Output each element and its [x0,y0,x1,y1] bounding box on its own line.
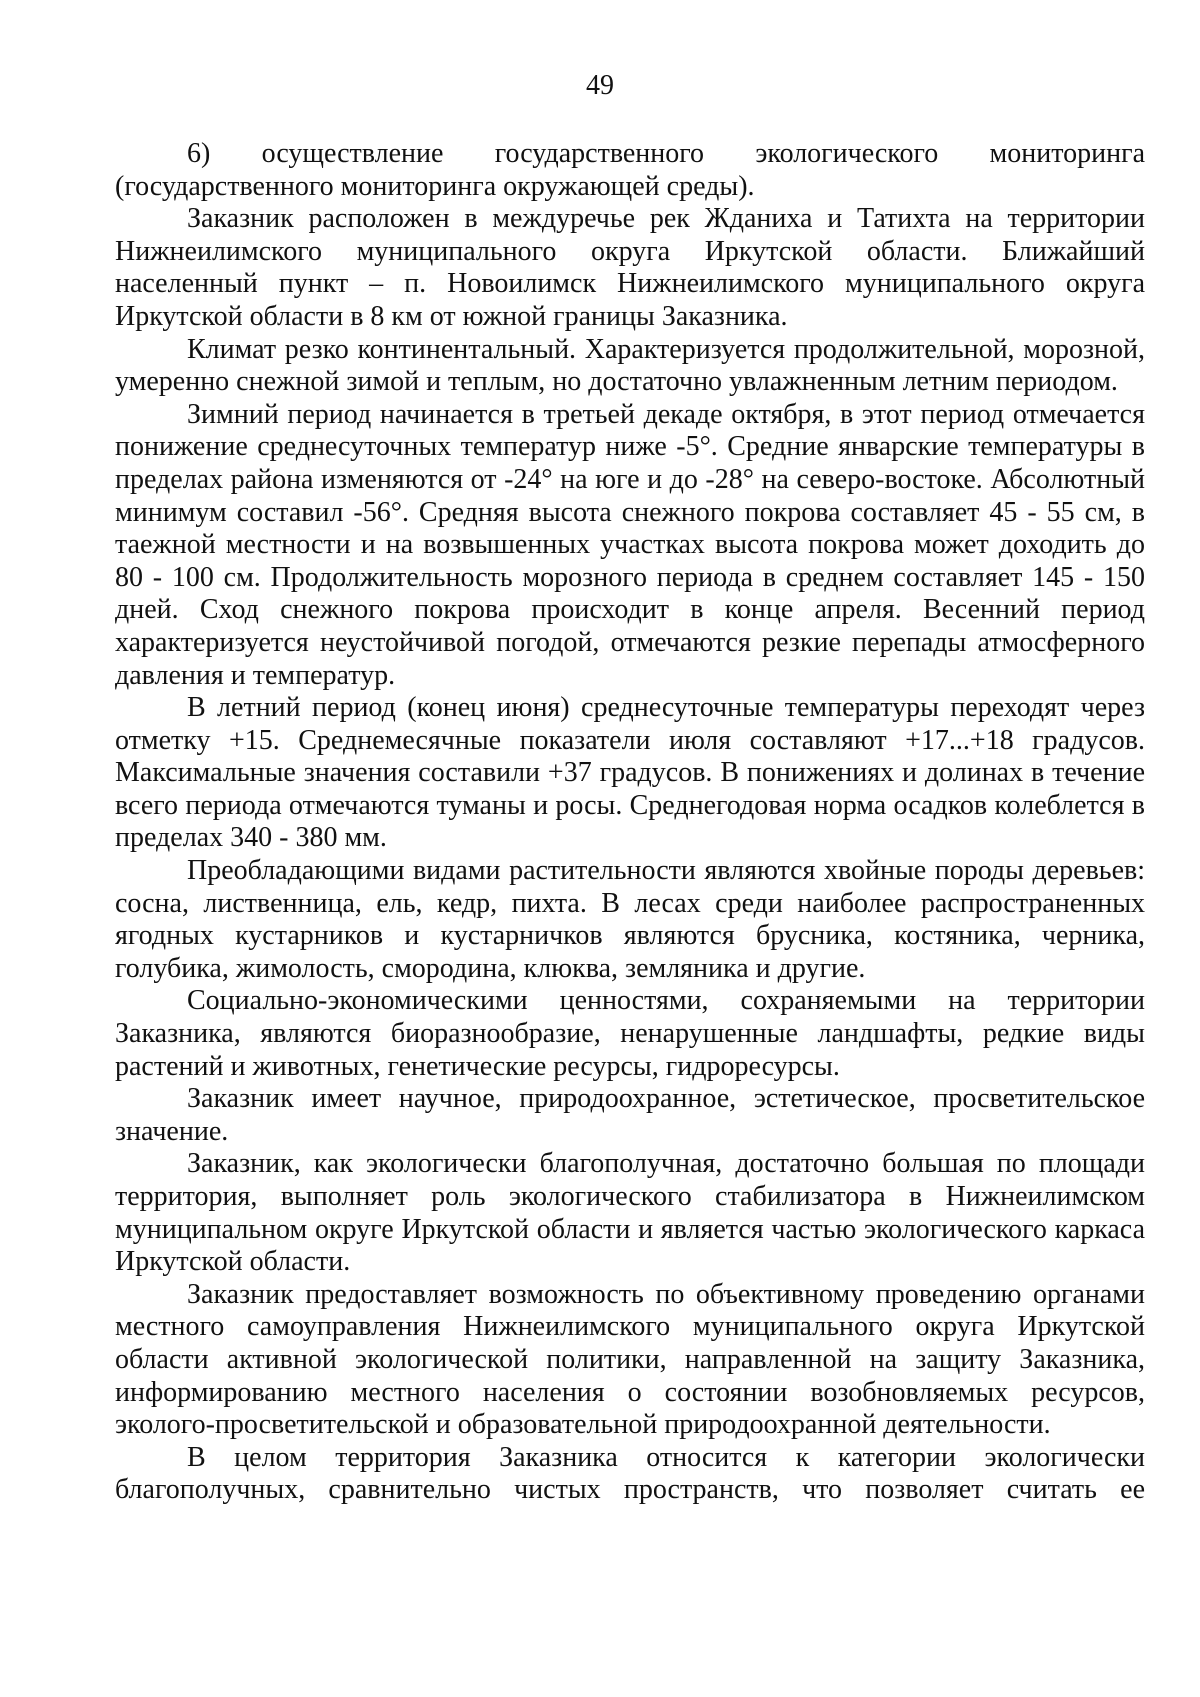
paragraph-monitoring: 6) осуществление государственного экологического мониторинга (государственного мониторинга окружающей среды). [115,138,1145,202]
paragraph-location: Заказник расположен в междуречье рек Жданиха и Татихта на территории Нижнеилимского муниципального округа Иркутской области. Ближайший населенный пункт – п. Новоилимск Нижнеилимского муниципального округа Иркутской области в 8 км от южной границы Заказника. [115,203,1145,332]
paragraph-climate: Климат резко континентальный. Характеризуется продолжительной, морозной, умеренно снежной зимой и теплым, но достаточно увлажненным летним периодом. [115,333,1145,398]
paragraph-values: Социально-экономическими ценностями, сохраняемыми на территории Заказника, являются биоразнообразие, ненарушенные ландшафты, редкие виды растений и животных, генетические ресурсы, гидроресурсы. [115,985,1145,1082]
paragraph-significance: Заказник имеет научное, природоохранное, эстетическое, просветительское значение. [115,1083,1145,1147]
page-number: 49 [586,70,614,101]
paragraph-opportunity: Заказник предоставляет возможность по объективному проведению органами местного самоуправления Нижнеилимского муниципального округа Иркутской области активной экологической политики, направленной на защиту Заказника, информированию местного населения о состоянии возобновляемых ресурсов, эколого-просветительской и образовательной природоохранной деятельности. [115,1278,1145,1441]
paragraph-summer: В летний период (конец июня) среднесуточные температуры переходят через отметку +15. Среднемесячные показатели июля составляют +17...+18 градусов. Максимальные значения составили +37 градусов. В понижениях и долинах в течение всего периода отмечаются туманы и росы. Среднегодовая норма осадков колеблется в пределах 340 - 380 мм. [115,692,1145,854]
paragraph-category: В целом территория Заказника относится к категории экологически благополучных, сравнительно чистых пространств, что позволяет считать ее [115,1441,1145,1506]
document-body [115,138,1145,1507]
paragraph-vegetation: Преобладающими видами растительности являются хвойные породы деревьев: сосна, лиственница, ель, кедр, пихта. В лесах среди наиболее распространенных ягодных кустарников и кустарничков являются брусника, костяника, черника, голубика, жимолость, смородина, клюква, земляника и другие. [115,855,1145,984]
paragraph-winter: Зимний период начинается в третьей декаде октября, в этот период отмечается понижение среднесуточных температур ниже -5°. Средние январские температуры в пределах района изменяются от -24° на юге и до -28° на северо-востоке. Абсолютный минимум составил -56°. Средняя высота снежного покрова составляет 45 - 55 см, в таежной местности и на возвышенных участках высота покрова может доходить до 80 - 100 см. Продолжительность морозного периода в среднем составляет 145 - 150 дней. Сход снежного покрова происходит в конце апреля. Весенний период характеризуется неустойчивой погодой, отмечаются резкие перепады атмосферного давления и температур. [115,398,1145,691]
paragraph-stabilizer: Заказник, как экологически благополучная, достаточно большая по площади территория, выполняет роль экологического стабилизатора в Нижнеилимском муниципальном округе Иркутской области и является частью экологического каркаса Иркутской области. [115,1148,1145,1278]
